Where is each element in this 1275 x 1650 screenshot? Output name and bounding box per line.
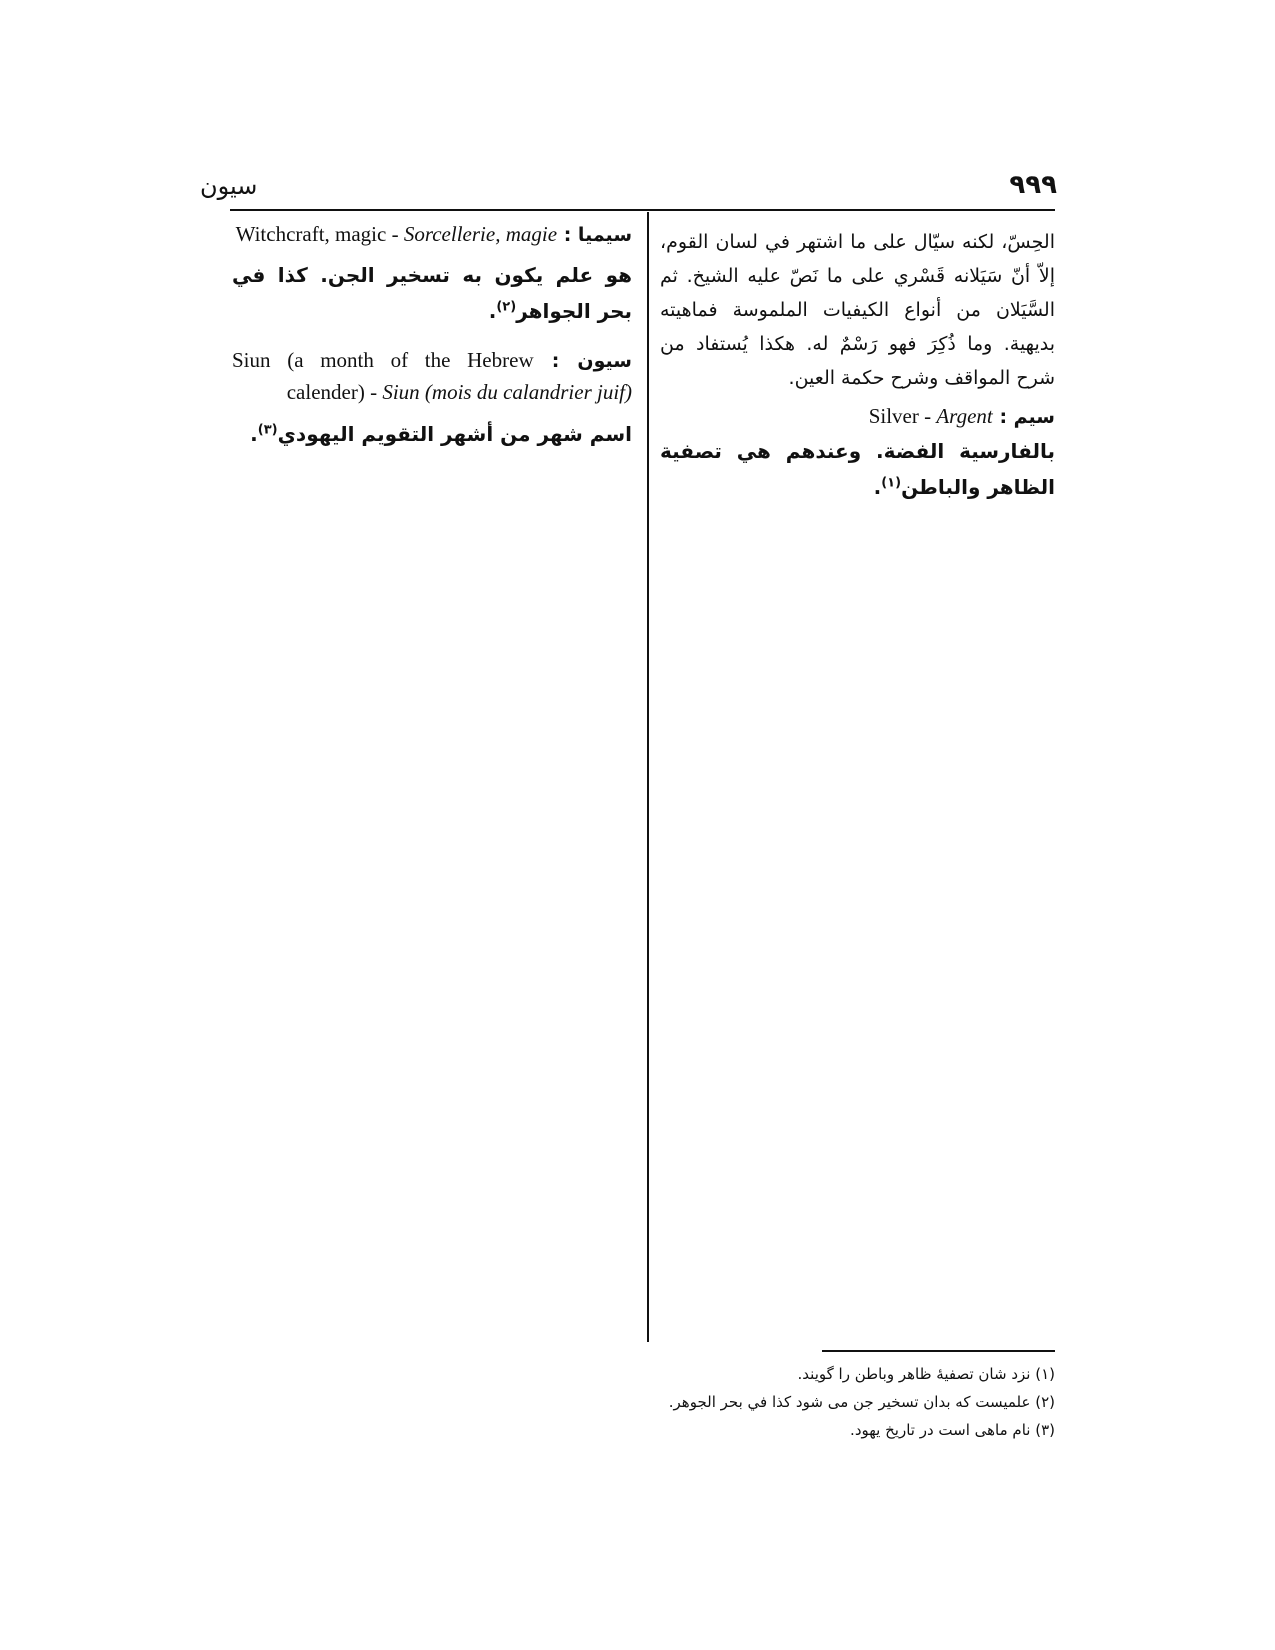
footnote-1: (١) نزد شان تصفيهٔ ظاهر وباطن را گويند. bbox=[797, 1365, 1055, 1383]
entry-heading bbox=[232, 219, 632, 251]
definition bbox=[660, 433, 1055, 505]
footnote-2: (٢) علميست كه بدان تسخير جن مى شود كذا في بحر الجوهر. bbox=[668, 1393, 1055, 1411]
entry-sim bbox=[660, 401, 1055, 505]
french-gloss: Siun (mois du calandrier juif) bbox=[382, 380, 632, 404]
footnote-ref: (٢) bbox=[496, 299, 517, 315]
entry-simiya bbox=[232, 219, 632, 329]
definition-text: اسم شهر من أشهر التقويم اليهودي bbox=[277, 422, 632, 446]
headword: سيم : bbox=[999, 406, 1055, 428]
running-head: سيون bbox=[200, 172, 258, 200]
footnotes bbox=[600, 1360, 1055, 1444]
definition-end: . bbox=[873, 475, 882, 499]
french-gloss: Sorcellerie, magie bbox=[403, 222, 558, 246]
footnote-3: (٣) نام ماهى است در تاريخ يهود. bbox=[850, 1421, 1055, 1439]
footnote-ref: (٣) bbox=[257, 422, 278, 438]
translation bbox=[869, 404, 993, 428]
definition-text: بالفارسية الفضة. وعندهم هي تصفية الظاهر والباطن bbox=[660, 439, 1055, 499]
english-gloss: Siun (a month of the Hebrew calender) - bbox=[232, 348, 534, 404]
headword: سيميا : bbox=[563, 224, 632, 246]
entry-siyun bbox=[232, 345, 632, 452]
left-column bbox=[232, 222, 632, 452]
definition bbox=[232, 416, 632, 452]
entry-heading bbox=[660, 401, 1055, 433]
definition-end: . bbox=[488, 299, 497, 323]
column-divider bbox=[647, 212, 649, 1342]
french-gloss: Argent bbox=[936, 404, 993, 428]
footnote-rule bbox=[822, 1350, 1055, 1352]
english-gloss: Witchcraft, magic - bbox=[235, 222, 404, 246]
english-gloss: Silver - bbox=[868, 404, 937, 428]
translation bbox=[236, 222, 557, 246]
page-number: ٩٩٩ bbox=[1009, 170, 1057, 200]
entry-heading bbox=[232, 345, 632, 408]
definition-text: هو علم يكون به تسخير الجن. كذا في بحر الجواهر bbox=[232, 263, 632, 323]
continuation-paragraph: الحِسّ، لكنه سيّال على ما اشتهر في لسان القوم، إلاّ أنّ سَيَلانه قَسْري على ما نَصّ عليه الشيخ. ثم السَّيَلان من أنواع الكيفيات الملموسة فماهيته بديهية. وما ذُكِرَ فهو رَسْمٌ له. هكذا يُستفاد من شرح المواقف وشرح حكمة العين. bbox=[660, 231, 1055, 389]
headword: سيون : bbox=[551, 350, 632, 372]
footnote-ref: (١) bbox=[881, 475, 902, 491]
header-rule bbox=[230, 209, 1055, 211]
definition-end: . bbox=[250, 422, 258, 446]
right-column bbox=[660, 225, 1055, 505]
definition bbox=[232, 257, 632, 329]
